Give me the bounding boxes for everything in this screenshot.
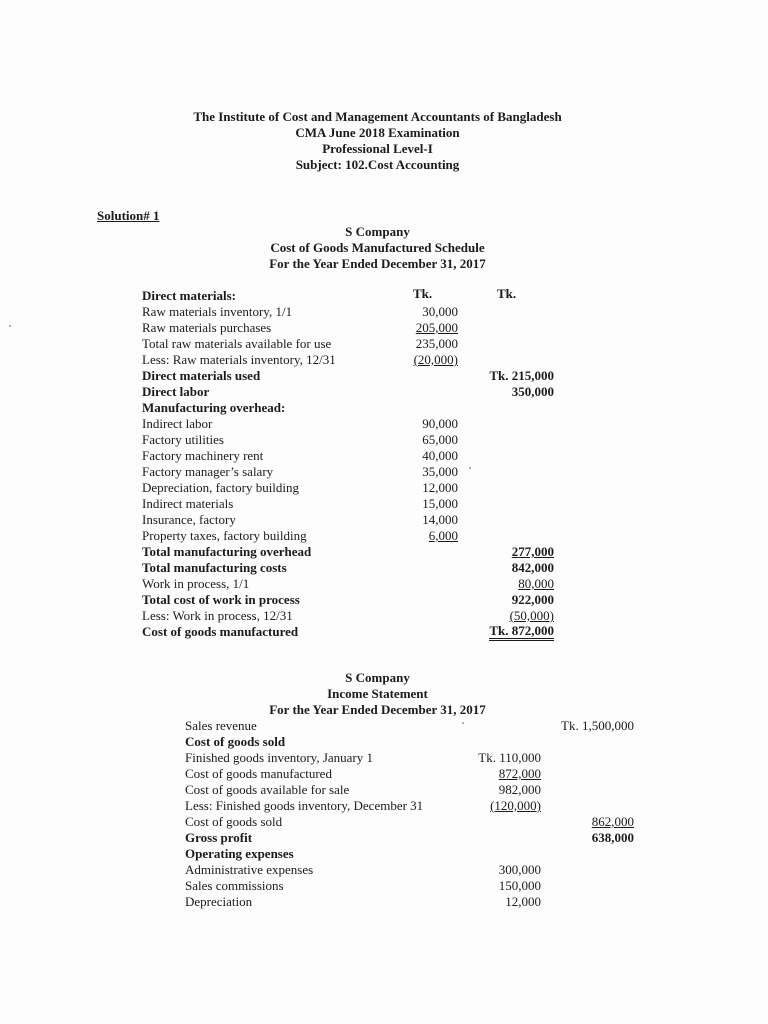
income-value: Tk. 1,500,000 <box>561 718 634 733</box>
income-value: 872,000 <box>498 766 541 781</box>
cogm-col-header-1: Tk. <box>413 286 433 301</box>
subject-name: Subject: 102.Cost Accounting <box>295 157 460 172</box>
row-label: Raw materials inventory, 1/1 <box>142 304 293 319</box>
income-value: 150,000 <box>498 878 541 893</box>
row-label: Cost of goods sold <box>185 814 283 829</box>
cogm-value: 277,000 <box>511 544 554 559</box>
cogm-title-block <box>0 224 755 272</box>
row-label: Indirect labor <box>142 416 213 431</box>
row-label: Cost of goods manufactured <box>142 624 299 639</box>
cogm-value: (50,000) <box>509 608 554 623</box>
income-value: 862,000 <box>591 814 634 829</box>
scan-speck <box>469 467 471 469</box>
exam-header <box>0 109 755 173</box>
row-label: Work in process, 1/1 <box>142 576 250 591</box>
row-label: Raw materials purchases <box>142 320 272 335</box>
income-company: S Company <box>345 670 410 685</box>
cogm-period: For the Year Ended December 31, 2017 <box>269 256 486 271</box>
row-label: Direct materials used <box>142 368 261 383</box>
institute-name: The Institute of Cost and Management Accountants of Bangladesh <box>193 109 562 124</box>
row-label: Direct labor <box>142 384 210 399</box>
income-value: 12,000 <box>505 894 541 909</box>
row-label: Total raw materials available for use <box>142 336 332 351</box>
row-label: Cost of goods available for sale <box>185 782 350 797</box>
cogm-value: Tk. 872,000 <box>489 624 554 641</box>
row-label: Cost of goods sold <box>185 734 286 749</box>
cogm-value: 350,000 <box>511 384 554 399</box>
cogm-value: 235,000 <box>415 336 458 351</box>
row-label: Gross profit <box>185 830 253 845</box>
row-label: Factory manager’s salary <box>142 464 274 479</box>
row-label: Total manufacturing overhead <box>142 544 312 559</box>
cogm-value: 65,000 <box>422 432 458 447</box>
cogm-value: 35,000 <box>422 464 458 479</box>
income-title-block <box>0 670 755 718</box>
row-label: Sales revenue <box>185 718 257 733</box>
row-label: Sales commissions <box>185 878 284 893</box>
row-label: Less: Raw materials inventory, 12/31 <box>142 352 336 367</box>
exam-name: CMA June 2018 Examination <box>295 125 460 140</box>
row-label: Less: Work in process, 12/31 <box>142 608 293 623</box>
scan-speck <box>9 325 11 327</box>
income-value: 638,000 <box>591 830 634 845</box>
row-label: Cost of goods manufactured <box>185 766 332 781</box>
income-title: Income Statement <box>327 686 428 701</box>
row-label: Factory utilities <box>142 432 224 447</box>
cogm-value: 80,000 <box>518 576 554 591</box>
cogm-value: 90,000 <box>422 416 458 431</box>
row-label: Total cost of work in process <box>142 592 300 607</box>
cogm-title: Cost of Goods Manufactured Schedule <box>270 240 485 255</box>
income-value: (120,000) <box>490 798 541 813</box>
level-name: Professional Level-I <box>322 141 433 156</box>
cogm-value: (20,000) <box>413 352 458 367</box>
cogm-value: 30,000 <box>422 304 458 319</box>
income-value: Tk. 110,000 <box>478 750 541 765</box>
cogm-col-header-2: Tk. <box>497 286 517 301</box>
income-value: 982,000 <box>498 782 541 797</box>
row-label: Property taxes, factory building <box>142 528 307 543</box>
cogm-value: 842,000 <box>511 560 554 575</box>
cogm-value: Tk. 215,000 <box>489 368 554 383</box>
cogm-value: 14,000 <box>422 512 458 527</box>
row-label: Depreciation <box>185 894 253 909</box>
cogm-value: 12,000 <box>422 480 458 495</box>
income-period: For the Year Ended December 31, 2017 <box>269 702 486 717</box>
row-label: Total manufacturing costs <box>142 560 287 575</box>
cogm-company: S Company <box>345 224 410 239</box>
cogm-value: 205,000 <box>415 320 458 335</box>
row-label: Administrative expenses <box>185 862 314 877</box>
row-label: Manufacturing overhead: <box>142 400 286 415</box>
row-label: Insurance, factory <box>142 512 236 527</box>
row-label: Indirect materials <box>142 496 234 511</box>
row-label: Less: Finished goods inventory, December 31 <box>185 798 424 813</box>
solution-label: Solution# 1 <box>97 208 160 223</box>
income-value: 300,000 <box>498 862 541 877</box>
cogm-value: 15,000 <box>422 496 458 511</box>
row-label: Operating expenses <box>185 846 294 861</box>
row-label: Depreciation, factory building <box>142 480 300 495</box>
row-label: Factory machinery rent <box>142 448 264 463</box>
row-label: Finished goods inventory, January 1 <box>185 750 373 765</box>
scan-speck <box>462 722 464 724</box>
cogm-value: 40,000 <box>422 448 458 463</box>
cogm-value: 922,000 <box>511 592 554 607</box>
cogm-value: 6,000 <box>428 528 458 543</box>
row-label: Direct materials: <box>142 288 236 303</box>
